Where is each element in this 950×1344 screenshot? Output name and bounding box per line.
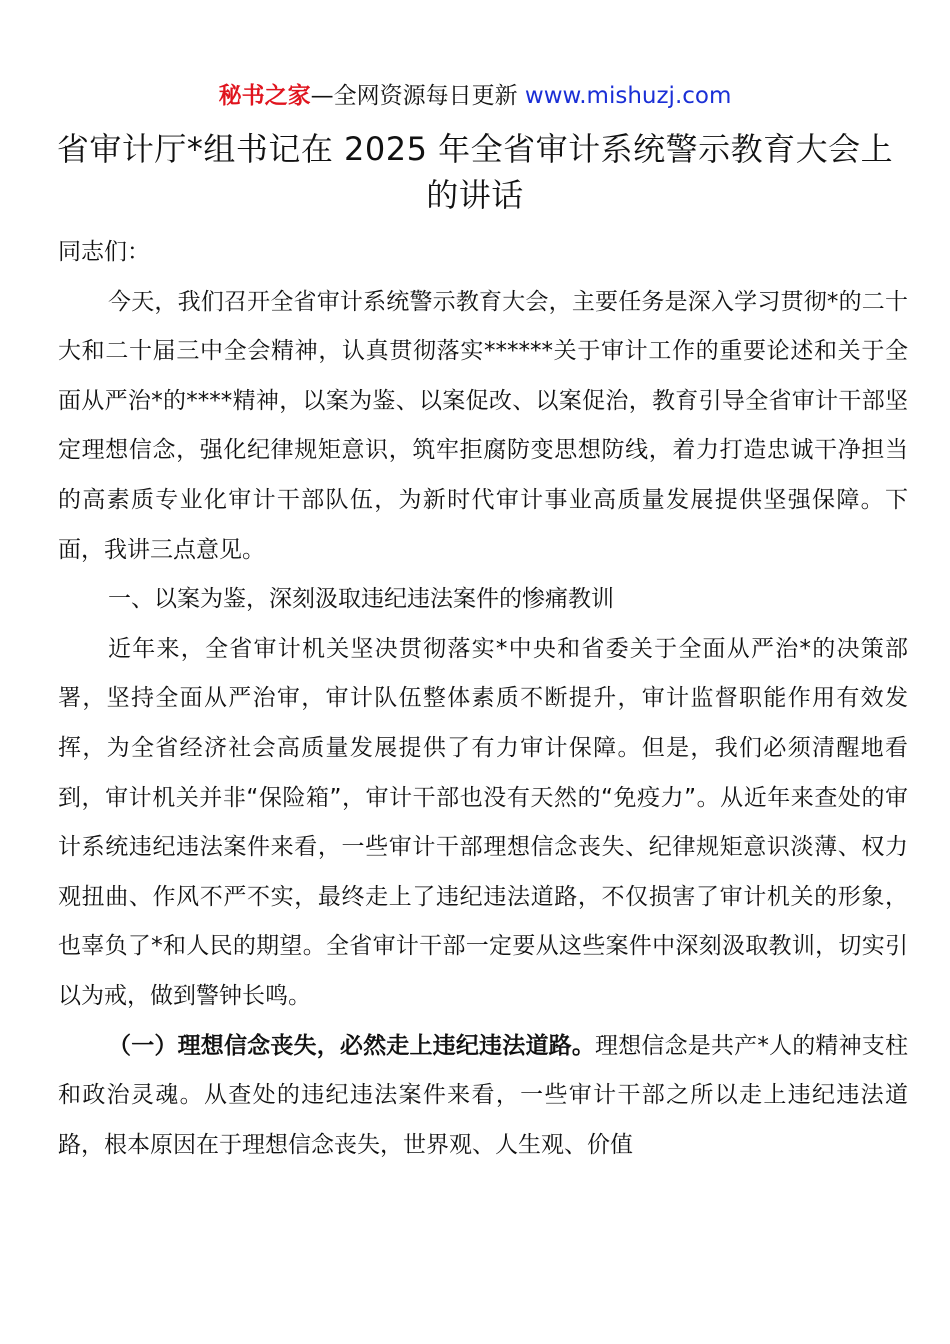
brand-name: 秘书之家 <box>218 83 311 109</box>
header-tagline: —全网资源每日更新 <box>310 83 525 109</box>
paragraph-background: 近年来，全省审计机关坚决贯彻落实*中央和省委关于全面从严治*的决策部署，坚持全面从严治审，审计队伍整体素质不断提升，审计监督职能作用有效发挥，为全省经济社会高质量发展提供了有力审计保障。但是，我们必须清醒地看到，审计机关并非“保险箱”，审计干部也没有天然的“免疫力”。从近年来查处的审计系统违纪违法案件来看，一些审计干部理想信念丧失、纪律规矩意识淡薄、权力观扭曲、作风不严不实，最终走上了违纪违法道路，不仅损害了审计机关的形象，也辜负了*和人民的期望。全省审计干部一定要从这些案件中深刻汲取教训，切实引以为戒，做到警钟长鸣。 <box>58 635 908 1009</box>
point-1-lead: （一）理想信念丧失，必然走上违纪违法道路。 <box>108 1032 596 1059</box>
paragraph-intro: 今天，我们召开全省审计系统警示教育大会，主要任务是深入学习贯彻*的二十大和二十届三中全会精神，认真贯彻落实******关于审计工作的重要论述和关于全面从严治*的****精神，以案为鉴、以案促改、以案促治，教育引导全省审计干部坚定理想信念，强化纪律规矩意识，筑牢拒腐防变思想防线，着力打造忠诚干净担当的高素质专业化审计干部队伍，为新时代审计事业高质量发展提供坚强保障。下面，我讲三点意见。 <box>58 288 908 563</box>
point-1-text: 理想信念是共产*人的精神支柱和政治灵魂。从查处的违纪违法案件来看，一些审计干部之所以走上违纪违法道路，根本原因在于理想信念丧失，世界观、人生观、价值 <box>58 1032 909 1158</box>
document-title: 省审计厅*组书记在 2025 年全省审计系统警示教育大会上的讲话 <box>56 130 894 214</box>
document-body <box>58 228 908 1170</box>
paragraph-point-1 <box>58 1022 908 1171</box>
site-url-link[interactable]: www.mishuzj.com <box>524 83 732 109</box>
salutation: 同志们： <box>58 239 150 265</box>
site-header <box>0 80 950 112</box>
section-heading-1: 一、以案为鉴，深刻汲取违纪违法案件的惨痛教训 <box>108 586 614 613</box>
